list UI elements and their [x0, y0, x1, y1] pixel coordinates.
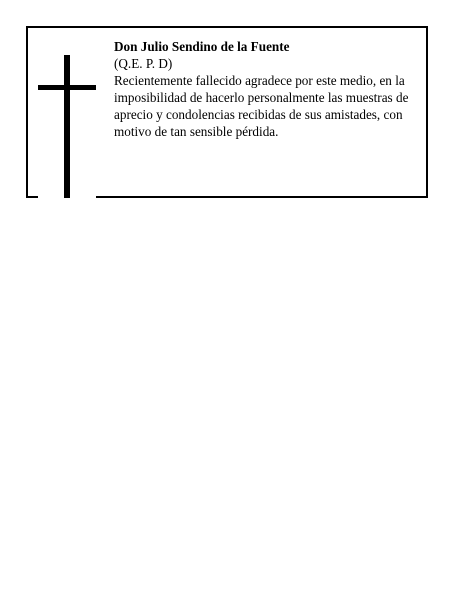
- cross-vertical-bar: [64, 55, 70, 198]
- cross-horizontal-bar: [38, 85, 96, 90]
- acknowledgement-text: Recientemente fallecido agradece por este medio, en la imposibilidad de hacerlo personalmente las muestras de aprecio y condolencias recibidas de sus amistades, con motivo de tan sensible pérdida.: [114, 73, 409, 139]
- notice-text-block: [114, 38, 426, 140]
- qepd-abbreviation: (Q.E. P. D): [114, 56, 173, 71]
- deceased-name: Don Julio Sendino de la Fuente: [114, 39, 290, 54]
